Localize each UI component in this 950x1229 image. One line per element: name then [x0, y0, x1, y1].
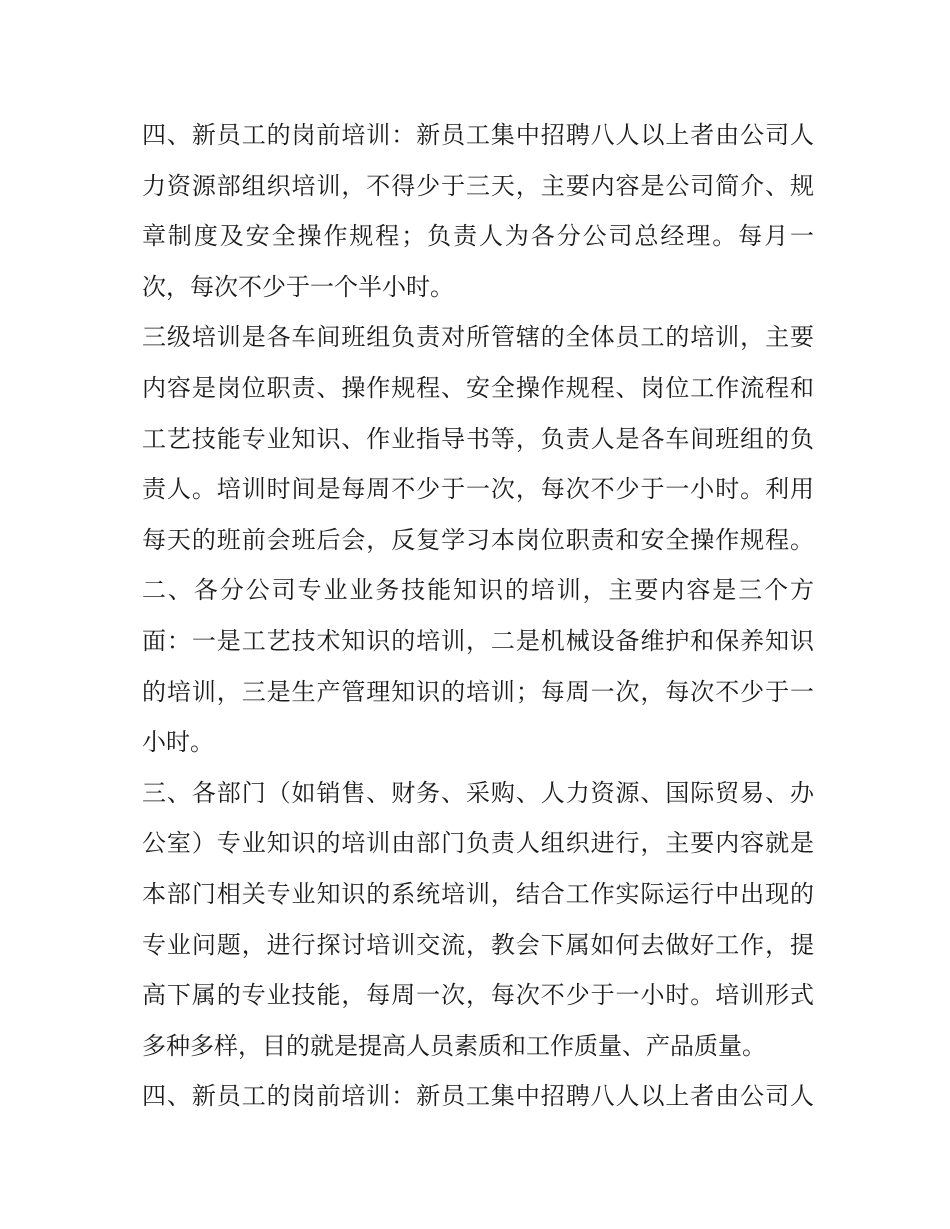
document-body	[142, 110, 814, 1122]
text-line: 四、新员工的岗前培训：新员工集中招聘八人以上者由公司人	[142, 121, 814, 149]
paragraph	[142, 565, 814, 767]
text-line: 三、各部门（如销售、财务、采购、人力资源、国际贸易、办	[142, 778, 814, 807]
paragraph	[142, 312, 814, 565]
text-line: 的培训，三是生产管理知识的培训；每周一次，每次不少于一	[142, 677, 814, 706]
text-line: 面：一是工艺技术知识的培训，二是机械设备维护和保养知识	[142, 626, 814, 655]
text-line: 小时。	[142, 728, 214, 757]
paragraph	[142, 768, 814, 1072]
text-line: 内容是岗位职责、操作规程、安全操作规程、岗位工作流程和	[142, 373, 814, 402]
text-line: 二、各分公司专业业务技能知识的培训，主要内容是三个方	[142, 576, 814, 605]
text-line: 每天的班前会班后会，反复学习本岗位职责和安全操作规程。	[142, 525, 814, 554]
text-line: 多种多样，目的就是提高人员素质和工作质量、产品质量。	[142, 1031, 766, 1060]
text-line: 公室）专业知识的培训由部门负责人组织进行，主要内容就是	[142, 829, 814, 858]
text-line: 四、新员工的岗前培训：新员工集中招聘八人以上者由公司人	[142, 1082, 814, 1111]
paragraph	[142, 110, 814, 312]
text-line: 力资源部组织培训，不得少于三天，主要内容是公司简介、规	[142, 171, 814, 200]
text-line: 次，每次不少于一个半小时。	[142, 272, 454, 301]
text-line: 专业问题，进行探讨培训交流，教会下属如何去做好工作，提	[142, 930, 814, 959]
text-line: 本部门相关专业知识的系统培训，结合工作实际运行中出现的	[142, 879, 814, 908]
text-line: 责人。培训时间是每周不少于一次，每次不少于一小时。利用	[142, 475, 814, 504]
text-line: 章制度及安全操作规程；负责人为各分公司总经理。每月一	[142, 222, 814, 251]
text-line: 三级培训是各车间班组负责对所管辖的全体员工的培训，主要	[142, 323, 814, 352]
text-line: 工艺技能专业知识、作业指导书等，负责人是各车间班组的负	[142, 424, 814, 453]
paragraph	[142, 1071, 814, 1122]
text-line: 高下属的专业技能，每周一次，每次不少于一小时。培训形式	[142, 981, 814, 1010]
